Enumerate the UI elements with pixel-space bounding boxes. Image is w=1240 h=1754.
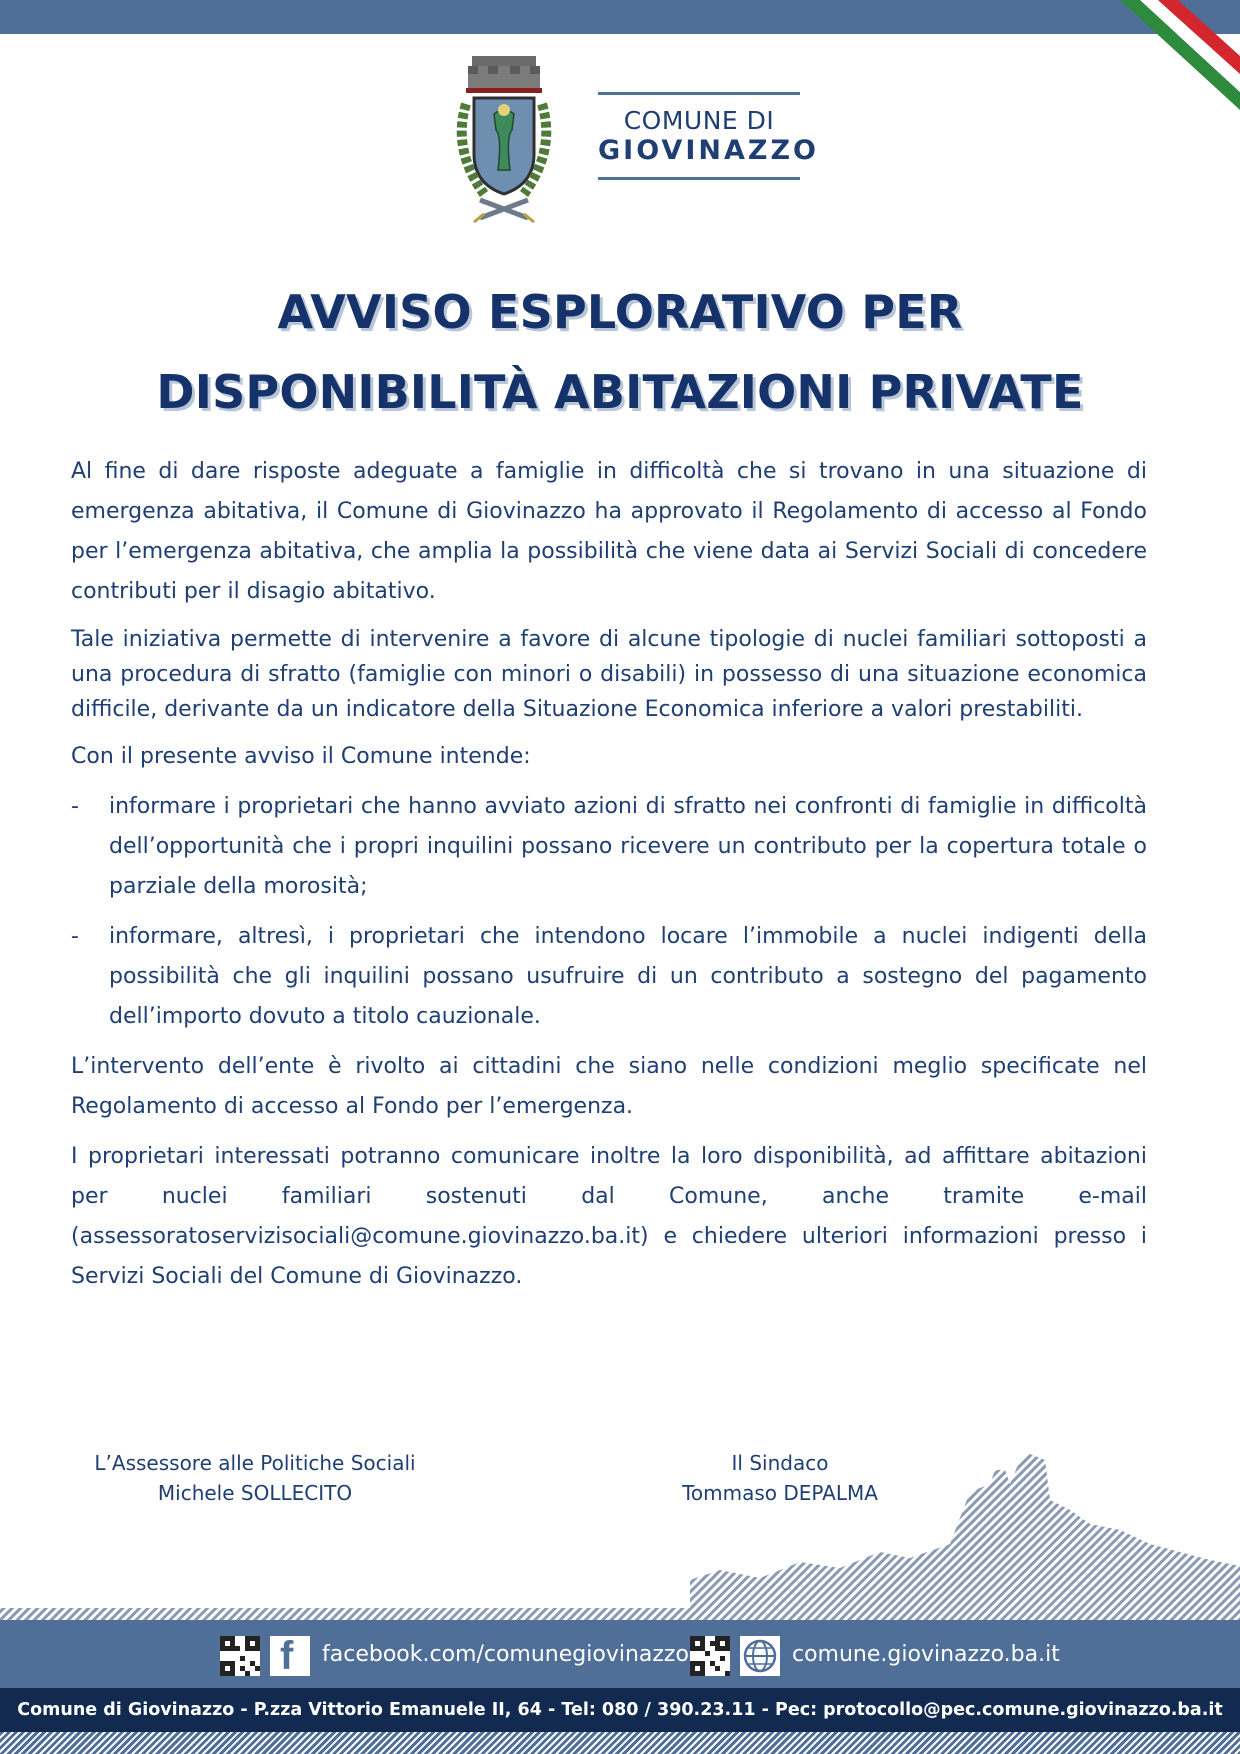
- signature-name: Tommaso DEPALMA: [682, 1481, 878, 1505]
- italian-flag-ribbon: [1110, 0, 1240, 110]
- title-line2: DISPONIBILITÀ ABITAZIONI PRIVATE: [156, 365, 1084, 419]
- title-line1: AVVISO ESPLORATIVO PER: [277, 285, 963, 339]
- paragraph-contact: I proprietari interessati potranno comunicare inoltre la loro disponibilità, ad affittare abitazioni per nuclei familiari sostenuti dal Comune, anche tramite e-mail (assessoratoservizisociali@comune.giovinazzo.ba.it) e chiedere ulteriori informazioni presso i Servizi Sociali del Comune di Giovinazzo.: [71, 1144, 1147, 1289]
- notice-body: [71, 452, 1147, 1307]
- signature-name: Michele SOLLECITO: [157, 1481, 353, 1505]
- municipality-wordmark: [598, 92, 819, 180]
- wordmark-line2: GIOVINAZZO: [598, 135, 819, 166]
- notice-title: [60, 272, 1180, 432]
- paragraph-purpose: Con il presente avviso il Comune intende:: [71, 744, 531, 769]
- list-item: [71, 787, 1147, 907]
- signature-assessor: [60, 1448, 450, 1508]
- wordmark-line1: COMUNE DI: [623, 106, 775, 135]
- bottom-stripe: [0, 1732, 1240, 1754]
- website-link[interactable]: comune.giovinazzo.ba.it: [792, 1642, 1060, 1667]
- coat-of-arms-logo: [444, 52, 564, 232]
- wordmark-bottom-rule: [598, 177, 800, 180]
- globe-icon[interactable]: [740, 1636, 780, 1676]
- paragraph-eligibility: L’intervento dell’ente è rivolto ai cittadini che siano nelle condizioni meglio specificate nel Regolamento di accesso al Fondo per l’emergenza.: [71, 1054, 1147, 1119]
- signature-mayor: [600, 1448, 960, 1508]
- facebook-icon[interactable]: [270, 1636, 310, 1676]
- paragraph-initiative: Tale iniziativa permette di intervenire a favore di alcune tipologie di nuclei familiari sottoposti a una procedura di sfratto (famiglie con minori o disabili) in possesso di una situazione economica difficile, derivante da un indicatore della Situazione Economica inferiore a valori prestabiliti.: [71, 627, 1147, 722]
- bullet-dash: -: [71, 924, 79, 949]
- signature-role: Il Sindaco: [731, 1451, 829, 1475]
- wordmark-top-rule: [598, 92, 800, 95]
- paragraph-intro: Al fine di dare risposte adeguate a famiglie in difficoltà che si trovano in una situazione di emergenza abitativa, il Comune di Giovinazzo ha approvato il Regolamento di accesso al Fondo per l’emergenza abitativa, che amplia la possibilità che viene data ai Servizi Sociali di concedere contributi per il disagio abitativo.: [71, 459, 1147, 604]
- list-item: [71, 917, 1147, 1037]
- bullet-text: informare, altresì, i proprietari che intendono locare l’immobile a nuclei indigenti della possibilità che gli inquilini possano usufruire di un contributo a sostegno del pagamento dell’importo dovuto a titolo cauzionale.: [109, 924, 1147, 1029]
- facebook-link[interactable]: facebook.com/comunegiovinazzo: [322, 1642, 689, 1667]
- bullet-dash: -: [71, 794, 79, 819]
- bullet-text: informare i proprietari che hanno avviato azioni di sfratto nei confronti di famiglie in difficoltà dell’opportunità che i propri inquilini possano ricevere un contributo per la copertura totale o parziale della morosità;: [109, 794, 1147, 899]
- address-bar: Comune di Giovinazzo - P.zza Vittorio Emanuele II, 64 - Tel: 080 / 390.23.11 - Pec: protocollo@pec.comune.giovinazzo.ba.it: [0, 1688, 1240, 1732]
- top-bar: [0, 0, 1240, 34]
- qr-code-icon: [220, 1636, 260, 1676]
- signature-role: L’Assessore alle Politiche Sociali: [94, 1451, 416, 1475]
- qr-code-icon: [690, 1636, 730, 1676]
- facebook-glyph: f: [280, 1634, 294, 1678]
